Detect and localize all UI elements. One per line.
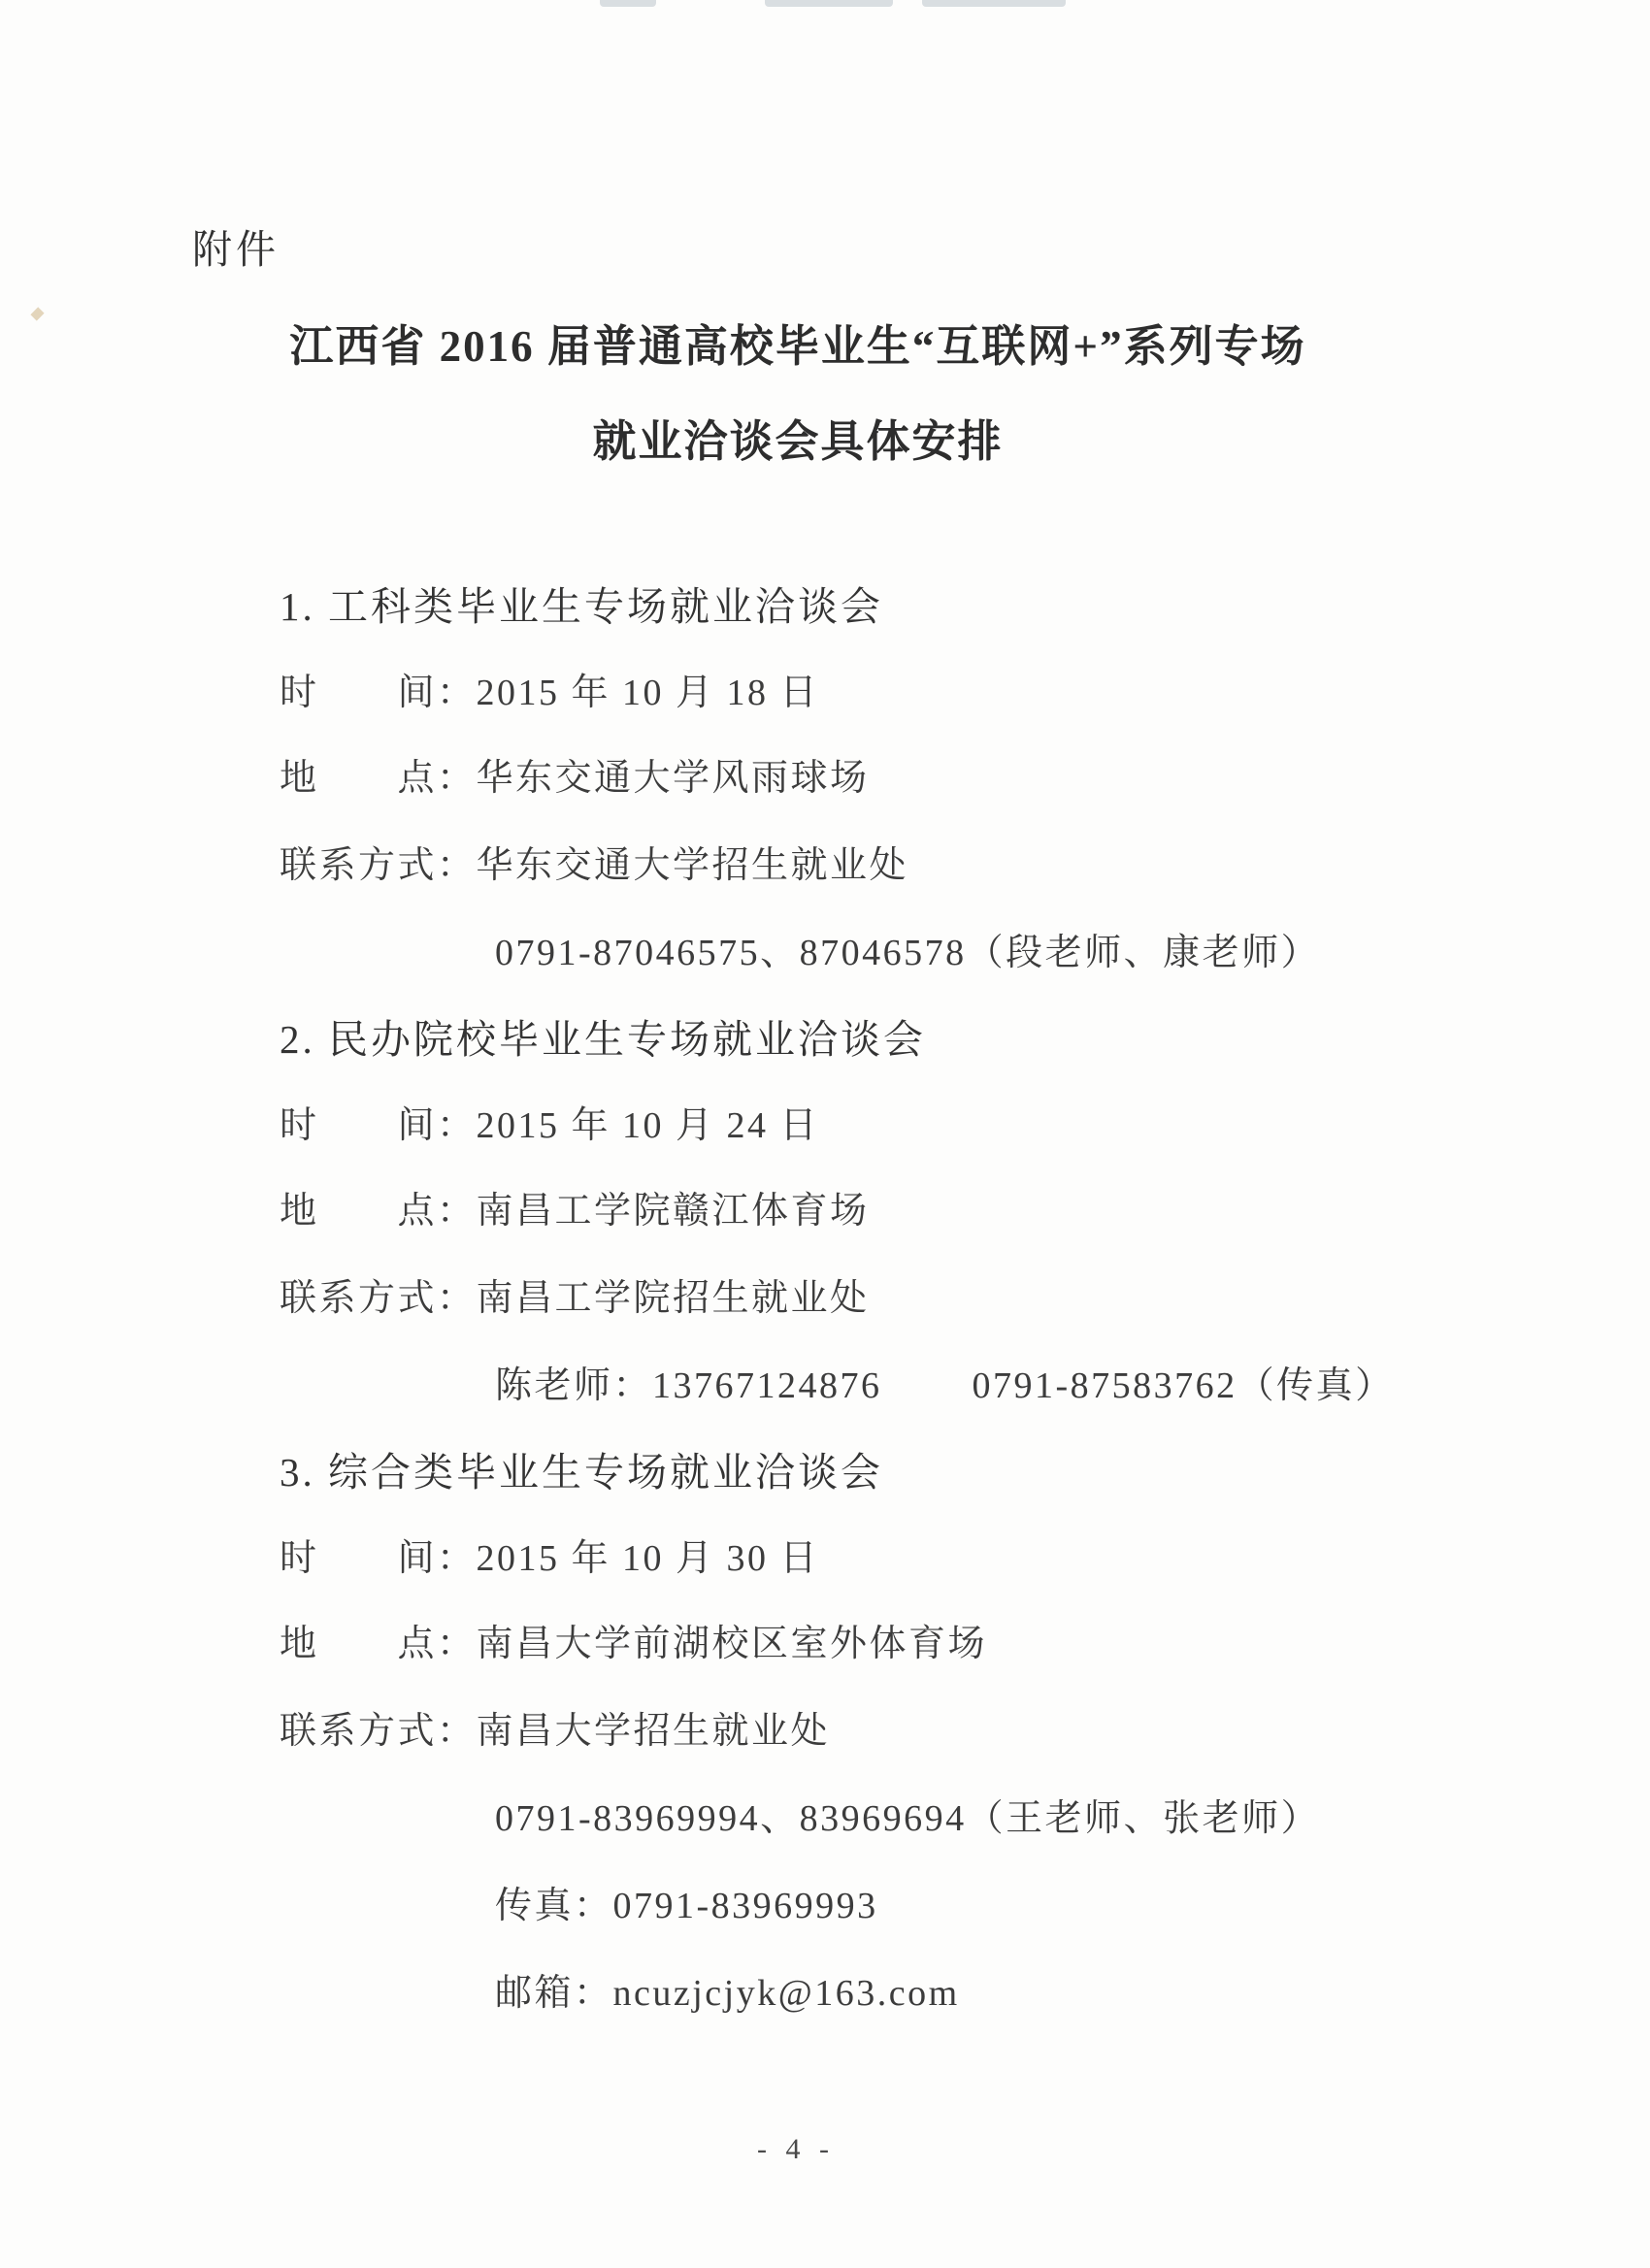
section-1-heading: 1. 工科类毕业生专场就业洽谈会 <box>280 584 883 629</box>
scan-artifact-smudge <box>922 0 1066 7</box>
section-2-phone: 陈老师：13767124876 0791-87583762（传真） <box>495 1365 1395 1406</box>
section-3-phone: 0791-83969994、83969694（王老师、张老师） <box>495 1798 1321 1839</box>
section-2-contact: 联系方式：南昌工学院招生就业处 <box>280 1278 870 1319</box>
section-1-phone: 0791-87046575、87046578（段老师、康老师） <box>495 933 1321 973</box>
section-2-time: 时 间：2015 年 10 月 24 日 <box>280 1105 820 1146</box>
section-2-heading: 2. 民办院校毕业生专场就业洽谈会 <box>280 1017 926 1062</box>
scan-artifact-smudge <box>765 0 893 7</box>
page-number: - 4 - <box>757 2133 835 2165</box>
section-3-contact: 联系方式：南昌大学招生就业处 <box>280 1711 831 1752</box>
section-1-time: 时 间：2015 年 10 月 18 日 <box>280 673 820 713</box>
attachment-label: 附件 <box>192 227 280 272</box>
section-3-email: 邮箱：ncuzjcjyk@163.com <box>495 1973 960 2014</box>
document-title-line2: 就业洽谈会具体安排 <box>592 417 1004 466</box>
scan-artifact-smudge <box>600 0 656 7</box>
section-3-fax: 传真：0791-83969993 <box>495 1886 878 1926</box>
section-2-place: 地 点：南昌工学院赣江体育场 <box>280 1191 870 1232</box>
section-3-place: 地 点：南昌大学前湖校区室外体育场 <box>280 1624 988 1664</box>
section-3-heading: 3. 综合类毕业生专场就业洽谈会 <box>280 1450 883 1495</box>
section-3-time: 时 间：2015 年 10 月 30 日 <box>280 1538 820 1579</box>
section-1-contact: 联系方式：华东交通大学招生就业处 <box>280 845 909 886</box>
section-1-place: 地 点：华东交通大学风雨球场 <box>280 758 870 799</box>
document-title-line1: 江西省 2016 届普通高校毕业生“互联网+”系列专场 <box>289 322 1306 371</box>
